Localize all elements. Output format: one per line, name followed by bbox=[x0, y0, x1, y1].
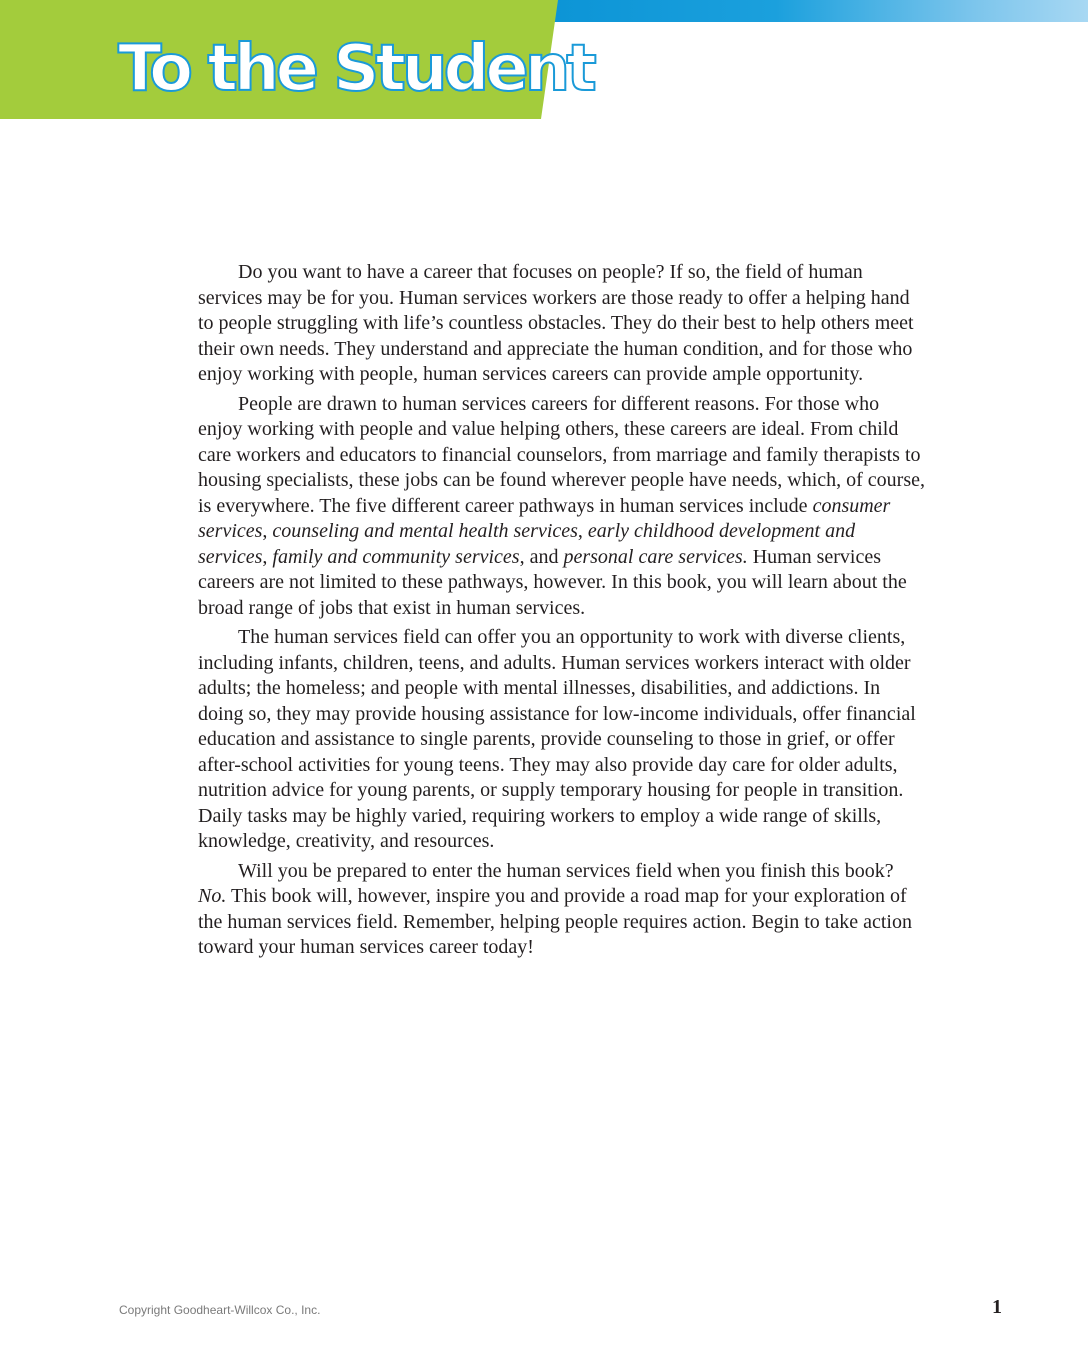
page-number: 1 bbox=[992, 1296, 1002, 1318]
pathway-counseling-mental-health: counseling and mental health services bbox=[272, 520, 578, 542]
header-blue-bar bbox=[520, 0, 1088, 22]
paragraph-1: Do you want to have a career that focuses on people? If so, the field of human services may be for you. Human services workers are those ready to offer a helping hand to people struggling with life’s countless obstacles. They do their best to help others meet their own needs. They understand and appreciate the human condition, and for those who enjoy working with people, human services careers can provide ample opportunity. bbox=[198, 261, 914, 385]
pathway-family-community: family and community services bbox=[272, 545, 520, 568]
body-text bbox=[198, 260, 926, 965]
separator: , and bbox=[519, 545, 564, 568]
separator: , bbox=[262, 520, 273, 542]
copyright-notice: Copyright Goodheart-Willcox Co., Inc. bbox=[119, 1303, 321, 1317]
paragraph-2-text-b: Human services careers are not limited to these pathways, however. In this book, you will learn about the broad range of jobs that exist in human services. bbox=[198, 545, 907, 619]
paragraph-4 bbox=[198, 859, 926, 961]
paragraph-4-text-b: This book will, however, inspire you and provide a road map for your exploration of the human services field. Remember, helping people requires action. Begin to take action toward your human services career today! bbox=[198, 885, 912, 958]
paragraph-4-text-a: Will you be prepared to enter the human services field when you finish this book? bbox=[238, 859, 894, 882]
paragraph-4-emphasis: No. bbox=[198, 885, 227, 907]
paragraph-2-text-a: People are drawn to human services careers for different reasons. For those who enjoy working with people and value helping others, these careers are ideal. From child care workers and educators to financial counselors, from marriage and family therapists to housing specialists, these jobs can be found wherever people have needs, which, of course, is everywhere. The five different career pathways in human services include bbox=[198, 392, 926, 517]
separator: , bbox=[262, 545, 273, 568]
separator: , bbox=[577, 520, 588, 542]
page-title: To the Student bbox=[118, 32, 593, 106]
paragraph-2 bbox=[198, 392, 926, 622]
pathway-early-childhood: early childhood development and services bbox=[198, 520, 856, 568]
paragraph-3: The human services field can offer you an opportunity to work with diverse clients, including infants, children, teens, and adults. Human services workers interact with older adults; the homeless; and people with mental illnesses, disabilities, and addictions. In doing so, they may provide housing assistance for low-income individuals, offer financial education and assistance to single parents, provide counseling to those in grief, or offer after-school activities for young teens. They may also provide day care for older adults, nutrition advice for young parents, or supply temporary housing for people in transition. Daily tasks may be highly varied, requiring workers to employ a wide range of skills, knowledge, creativity, and resources. bbox=[198, 626, 916, 852]
pathway-consumer-services: consumer services bbox=[198, 494, 891, 542]
pathway-personal-care: personal care services. bbox=[563, 545, 748, 568]
